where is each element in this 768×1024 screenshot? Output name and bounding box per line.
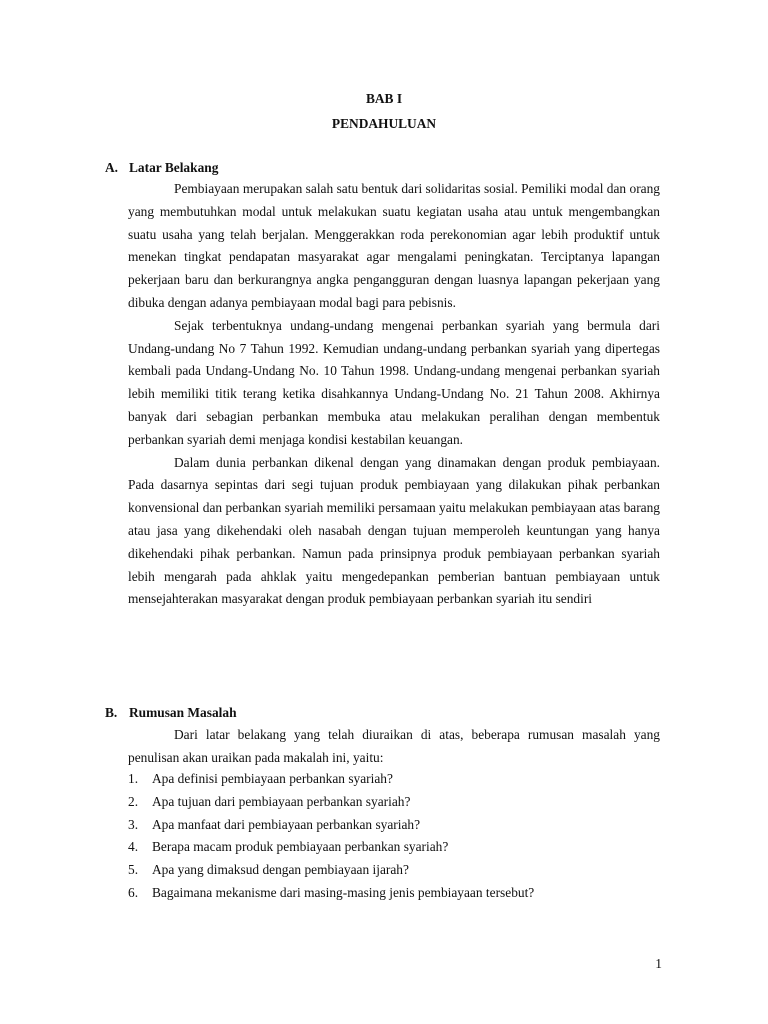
section-a-body [128, 178, 660, 611]
section-a-heading [105, 160, 218, 176]
list-text: Apa manfaat dari pembiayaan perbankan syariah? [152, 816, 421, 832]
section-b-intro [128, 724, 660, 770]
paragraph: Dalam dunia perbankan dikenal dengan yang dinamakan dengan produk pembiayaan. Pada dasarnya sepintas dari segi tujuan produk pembiayaan yang dilakukan pihak perbankan konvensional dan perbankan syariah memiliki persamaan yaitu melakukan pembiayaan atas barang atau jasa yang dikehendaki oleh nasabah dengan tujuan memperoleh keuntungan yang hanya dikehendaki pihak perbankan. Namun pada prinsipnya produk pembiayaan perbankan syariah lebih mengarah pada ahklak yaitu mengedepankan pemberian bantuan pembiayaan untuk mensejahterakan masyarakat dengan produk pembiayaan perbankan syariah itu sendiri [128, 454, 660, 607]
list-number: 1. [128, 771, 139, 786]
list-item [128, 814, 660, 837]
list-number: 2. [128, 793, 139, 809]
list-item [128, 791, 660, 814]
section-b-title: Rumusan Masalah [129, 705, 237, 720]
paragraph: Dari latar belakang yang telah diuraikan di atas, beberapa rumusan masalah yang penulisan akan uraikan pada makalah ini, yaitu: [128, 727, 660, 765]
page-number: 1 [655, 956, 662, 971]
list-text: Berapa macam produk pembiayaan perbankan syariah? [152, 839, 449, 855]
list-number: 3. [128, 816, 139, 832]
list-number: 4. [128, 839, 139, 855]
list-text: Apa definisi pembiayaan perbankan syariah? [152, 771, 393, 786]
chapter-number: BAB I [365, 91, 403, 106]
section-b-letter: B. [105, 705, 118, 720]
list-item [128, 768, 660, 791]
question-list [128, 768, 660, 905]
list-number: 6. [128, 884, 139, 900]
list-text: Apa yang dimaksud dengan pembiayaan ijarah? [152, 862, 409, 878]
paragraph: Sejak terbentuknya undang-undang mengenai perbankan syariah yang bermula dari Undang-undang No 7 Tahun 1992. Kemudian undang-undang perbankan syariah yang dipertegas kembali pada Undang-Undang No. 10 Tahun 1998. Undang-undang mengenai perbankan syariah lebih memiliki titik terang ketika disahkannya Undang-Undang No. 21 Tahun 2008. Akhirnya banyak dari sebagian perbankan membuka atau melakukan peralihan dengan membentuk perbankan syariah demi menjaga kondisi kestabilan keuangan. [128, 317, 660, 447]
section-a-title: Latar Belakang [129, 160, 219, 175]
list-item [128, 859, 660, 882]
list-item [128, 882, 660, 905]
paragraph: Pembiayaan merupakan salah satu bentuk dari solidaritas sosial. Pemiliki modal dan orang yang membutuhkan modal untuk melakukan suatu kegiatan usaha atau untuk mengembangkan suatu usaha yang telah berjalan. Menggerakkan roda perekonomian agar lebih produktif untuk menekan tingkat pendapatan masyarakat agar mengalami peningkatan. Terciptanya lapangan pekerjaan baru dan berkurangnya angka pengangguran dengan luasnya lapangan pekerjaan yang dibuka dengan adanya pembiayaan modal bagi para pebisnis. [128, 181, 660, 310]
list-item [128, 836, 660, 859]
list-number: 5. [128, 862, 139, 878]
chapter-title: PENDAHULUAN [331, 116, 437, 131]
section-b-heading [105, 705, 237, 721]
list-text: Bagaimana mekanisme dari masing-masing jenis pembiayaan tersebut? [152, 884, 535, 900]
list-text: Apa tujuan dari pembiayaan perbankan syariah? [152, 793, 411, 809]
section-a-letter: A. [105, 160, 119, 175]
